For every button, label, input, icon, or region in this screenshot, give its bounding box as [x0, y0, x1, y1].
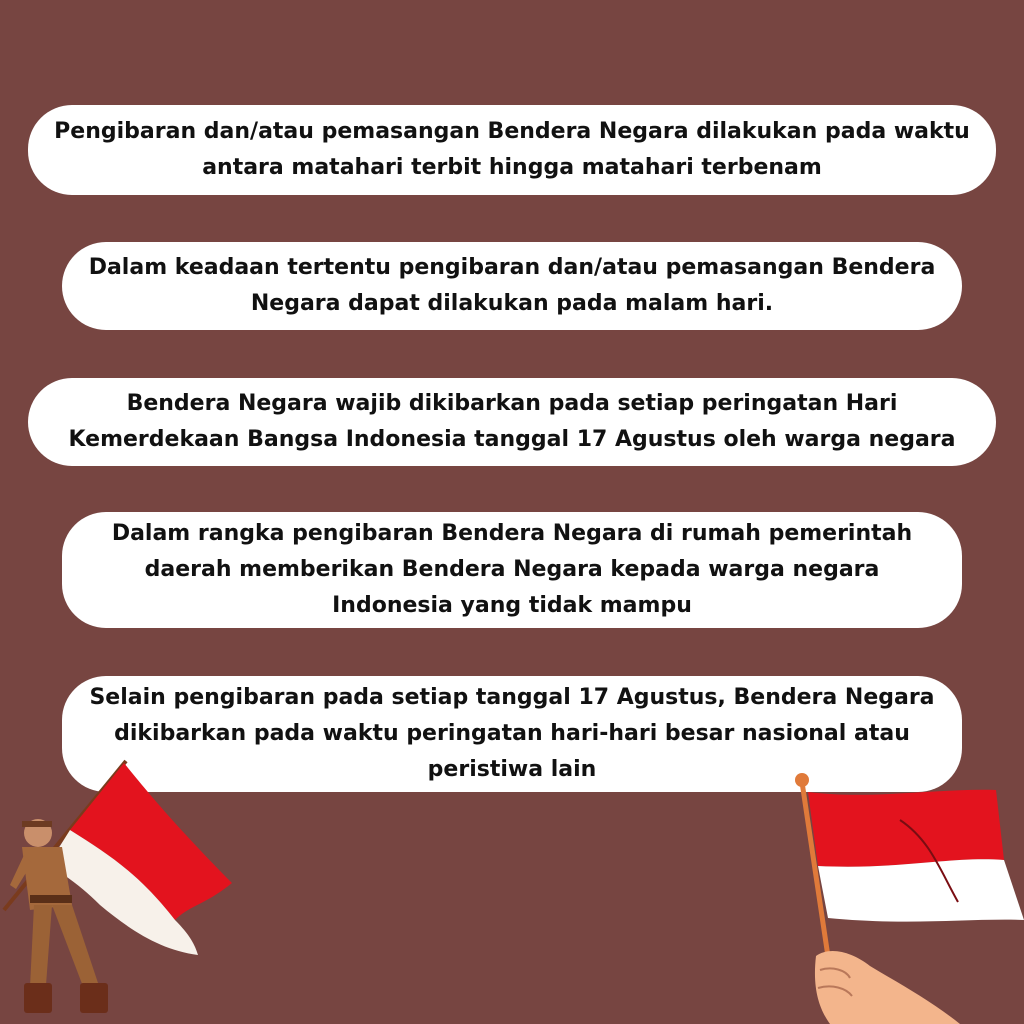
statement-text-3: Bendera Negara wajib dikibarkan pada setiap peringatan Hari Kemerdekaan Bangsa Indonesia tanggal 17 Agustus oleh warga negara: [68, 391, 956, 452]
soldier-leg-right: [52, 905, 98, 989]
headband: [22, 821, 52, 827]
soldier-boot-right: [80, 983, 108, 1013]
statement-card-2: [62, 242, 962, 330]
soldier-belt: [30, 895, 72, 903]
statement-card-3: [28, 378, 996, 466]
statement-text-2: Dalam keadaan tertentu pengibaran dan/atau pemasangan Bendera Negara dapat dilakukan pada malam hari.: [88, 255, 936, 316]
hand-holding-flag-illustration: [790, 770, 1024, 1024]
statement-text-1: Pengibaran dan/atau pemasangan Bendera Negara dilakukan pada waktu antara matahari terbit hingga matahari terbenam: [54, 119, 970, 180]
statement-card-4: [62, 512, 962, 628]
soldier-leg-left: [30, 905, 52, 987]
soldier-with-flag-illustration: [0, 755, 240, 1024]
statement-card-1: [28, 105, 996, 195]
statement-text-4: Dalam rangka pengibaran Bendera Negara di rumah pemerintah daerah memberikan Bendera Negara kepada warga negara Indonesia yang tidak mampu: [111, 521, 913, 618]
soldier-boot-left: [24, 983, 52, 1013]
flag-red-stripe: [808, 790, 1004, 867]
statement-text-5: Selain pengibaran pada setiap tanggal 17 Agustus, Bendera Negara dikibarkan pada waktu peringatan hari-hari besar nasional atau peristiwa lain: [89, 685, 935, 782]
pole-finial: [795, 773, 809, 787]
flag-white-stripe: [818, 859, 1024, 921]
